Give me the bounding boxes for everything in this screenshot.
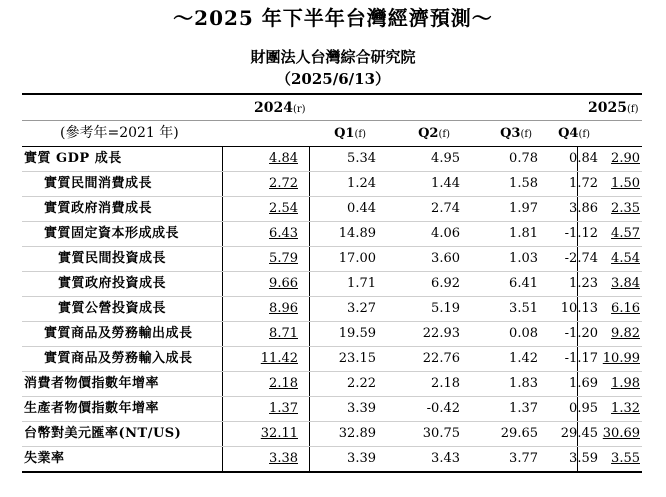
- table-row: [22, 447, 642, 471]
- header-row-quarters: [22, 121, 642, 147]
- value-q1: 3.39: [347, 401, 376, 416]
- value-2024: 2.54: [269, 201, 298, 216]
- header-row-years: [22, 95, 642, 121]
- value-q2: 3.43: [431, 451, 460, 466]
- value-q2: 2.74: [431, 201, 460, 216]
- value-q1: 0.44: [347, 201, 376, 216]
- header-year-2024-flag: (r): [292, 104, 306, 115]
- value-q1: 3.39: [347, 451, 376, 466]
- table-row: [22, 172, 642, 197]
- report-title: ～2025 年下半年台灣經濟預測～: [173, 6, 493, 30]
- value-q2: 3.60: [431, 251, 460, 266]
- value-q4: 3.86: [569, 201, 598, 216]
- value-q4: 1.69: [569, 376, 598, 391]
- value-q2: 4.06: [431, 226, 460, 241]
- value-q3: 1.37: [509, 401, 538, 416]
- table-row: [22, 272, 642, 297]
- value-2025: 10.99: [602, 351, 640, 366]
- value-q4: -2.74: [564, 251, 598, 266]
- value-q2: 22.93: [422, 326, 460, 341]
- value-q1: 1.24: [347, 176, 376, 191]
- value-q4: 0.95: [569, 401, 598, 416]
- header-year-2025: [588, 95, 638, 120]
- value-2025: 2.90: [611, 151, 640, 166]
- value-2025: 4.57: [611, 226, 640, 241]
- header-year-2024: [254, 95, 306, 120]
- header-q1-flag: (f): [354, 129, 366, 140]
- value-q3: 0.78: [509, 151, 538, 166]
- value-q4: -1.17: [564, 351, 598, 366]
- value-q3: 1.42: [509, 351, 538, 366]
- value-q1: 3.27: [347, 301, 376, 316]
- table-row: [22, 347, 642, 372]
- header-year-2025-label: 2025: [588, 100, 627, 116]
- table-row: [22, 422, 642, 447]
- value-q4: -1.12: [564, 226, 598, 241]
- header-year-2024-label: 2024: [254, 100, 293, 116]
- value-2024: 32.11: [260, 426, 298, 441]
- row-label: 生產者物價指數年增率: [24, 401, 160, 416]
- row-label: 實質 GDP 成長: [24, 151, 122, 166]
- value-2025: 1.50: [611, 176, 640, 191]
- table-row: [22, 197, 642, 222]
- value-q4: 29.45: [560, 426, 598, 441]
- value-q2: 6.92: [431, 276, 460, 291]
- header-q4: [540, 121, 590, 146]
- value-2024: 6.43: [269, 226, 298, 241]
- value-q3: 6.41: [509, 276, 538, 291]
- value-q4: 0.84: [569, 151, 598, 166]
- value-q2: -0.42: [426, 401, 460, 416]
- value-2024: 3.38: [269, 451, 298, 466]
- table-row: [22, 322, 642, 347]
- table-row: [22, 247, 642, 272]
- header-q2-flag: (f): [438, 129, 450, 140]
- row-label: 台幣對美元匯率(NT/US): [24, 426, 182, 441]
- value-2025: 30.69: [602, 426, 640, 441]
- header-q1-label: Q1: [334, 126, 355, 141]
- value-2024: 4.84: [269, 151, 298, 166]
- value-2025: 1.32: [611, 401, 640, 416]
- value-q3: 1.83: [509, 376, 538, 391]
- value-q1: 14.89: [338, 226, 376, 241]
- row-label: 實質公營投資成長: [58, 301, 167, 316]
- forecast-table: [22, 93, 642, 473]
- value-q1: 1.71: [347, 276, 376, 291]
- value-q2: 1.44: [431, 176, 460, 191]
- header-year-2025-flag: (f): [626, 104, 639, 115]
- row-label: 實質政府消費成長: [44, 201, 153, 216]
- value-q1: 2.22: [347, 376, 376, 391]
- value-2024: 11.42: [260, 351, 298, 366]
- value-q3: 1.97: [509, 201, 538, 216]
- value-q2: 5.19: [431, 301, 460, 316]
- table-row: [22, 397, 642, 422]
- value-q3: 3.77: [509, 451, 538, 466]
- value-q1: 23.15: [338, 351, 376, 366]
- row-label: 失業率: [24, 451, 65, 466]
- value-q4: 10.13: [560, 301, 598, 316]
- table-row: [22, 297, 642, 322]
- institute-name: 財團法人台灣綜合研究院: [250, 48, 416, 66]
- value-2025: 6.16: [611, 301, 640, 316]
- value-q4: 1.72: [569, 176, 598, 191]
- value-2025: 2.35: [611, 201, 640, 216]
- header-q4-flag: (f): [578, 129, 590, 140]
- table-row: [22, 222, 642, 247]
- value-q2: 2.18: [431, 376, 460, 391]
- value-2024: 9.66: [269, 276, 298, 291]
- value-q2: 4.95: [431, 151, 460, 166]
- value-q2: 30.75: [422, 426, 460, 441]
- header-q1: [312, 121, 366, 146]
- header-q3-flag: (f): [520, 129, 532, 140]
- row-label: 實質民間消費成長: [44, 176, 153, 191]
- value-2024: 8.96: [269, 301, 298, 316]
- value-2025: 9.82: [611, 326, 640, 341]
- value-2024: 8.71: [269, 326, 298, 341]
- value-q1: 17.00: [338, 251, 376, 266]
- value-q1: 19.59: [338, 326, 376, 341]
- value-q3: 1.03: [509, 251, 538, 266]
- value-q4: 1.23: [569, 276, 598, 291]
- reference-year-note: (參考年=2021 年): [60, 125, 179, 141]
- header-q2-label: Q2: [418, 126, 439, 141]
- value-q2: 22.76: [422, 351, 460, 366]
- value-q3: 3.51: [509, 301, 538, 316]
- value-q3: 1.81: [509, 226, 538, 241]
- value-q3: 0.08: [509, 326, 538, 341]
- row-label: 消費者物價指數年增率: [24, 376, 160, 391]
- table-row: [22, 147, 642, 172]
- value-2024: 1.37: [269, 401, 298, 416]
- row-label: 實質民間投資成長: [58, 251, 167, 266]
- value-2025: 3.84: [611, 276, 640, 291]
- header-q3-label: Q3: [500, 126, 521, 141]
- row-label: 實質固定資本形成成長: [44, 226, 180, 241]
- row-label: 實質商品及勞務輸出成長: [44, 326, 193, 341]
- value-q4: -1.20: [564, 326, 598, 341]
- value-q1: 5.34: [347, 151, 376, 166]
- value-q3: 29.65: [500, 426, 538, 441]
- header-q2: [396, 121, 450, 146]
- value-q3: 1.58: [509, 176, 538, 191]
- value-q1: 32.89: [338, 426, 376, 441]
- table-row: [22, 372, 642, 397]
- value-2024: 2.18: [269, 376, 298, 391]
- value-2025: 1.98: [611, 376, 640, 391]
- value-q4: 3.59: [569, 451, 598, 466]
- value-2025: 4.54: [611, 251, 640, 266]
- value-2024: 2.72: [269, 176, 298, 191]
- header-q4-label: Q4: [558, 126, 579, 141]
- value-2025: 3.55: [611, 451, 640, 466]
- header-q3: [476, 121, 532, 146]
- row-label: 實質政府投資成長: [58, 276, 167, 291]
- value-2024: 5.79: [269, 251, 298, 266]
- report-date: （2025/6/13）: [275, 70, 391, 88]
- row-label: 實質商品及勞務輸入成長: [44, 351, 193, 366]
